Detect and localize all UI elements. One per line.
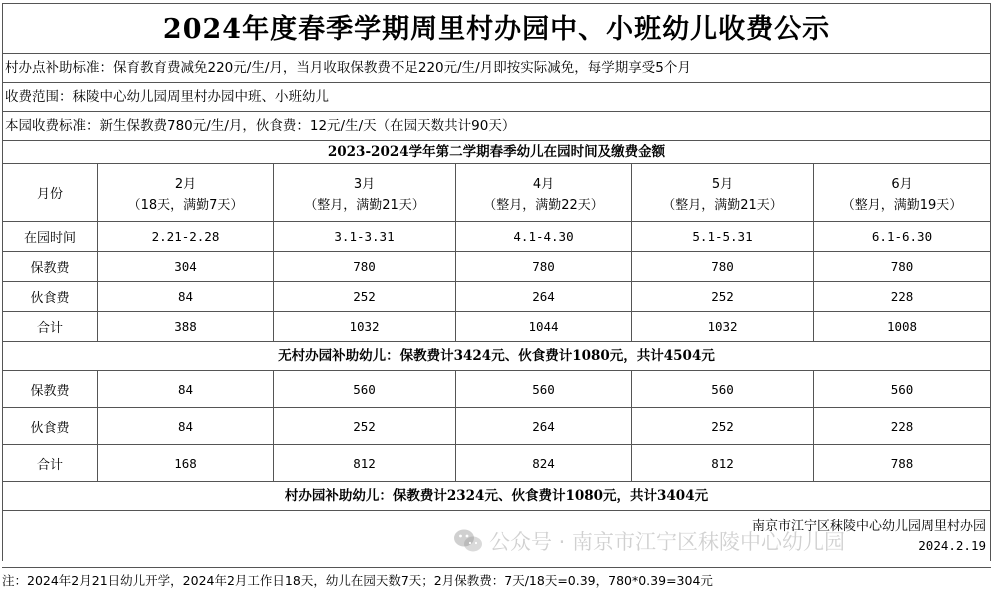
table-cell: 780 <box>632 252 814 281</box>
month-name: 4月 <box>532 176 555 192</box>
month-header-apr <box>456 164 632 221</box>
table-row <box>2 282 991 312</box>
table-cell: 1044 <box>456 312 632 341</box>
table-cell: 780 <box>274 252 456 281</box>
month-name: 5月 <box>711 176 734 192</box>
table-cell: 228 <box>890 418 914 434</box>
issue-date: 2024.2.19 <box>918 538 986 553</box>
table-cell: 228 <box>890 289 914 304</box>
table-cell: 1032 <box>632 312 814 341</box>
table-cell: 84 <box>98 282 274 311</box>
table-cell: 252 <box>274 408 456 444</box>
table-cell: 1008 <box>886 319 918 334</box>
table-cell: 388 <box>98 312 274 341</box>
table-cell: 2.21-2.28 <box>98 222 274 251</box>
month-label-cell <box>3 164 98 221</box>
table-cell: 252 <box>632 282 814 311</box>
footnote: 注：2024年2月21日幼儿开学，2024年2月工作日18天，幼儿在园天数7天；2月保教费：7天/18天=0.39，780*0.39=304元 <box>2 567 991 593</box>
table-cell: 264 <box>456 282 632 311</box>
table-cell: 84 <box>98 371 274 407</box>
wechat-icon <box>453 528 483 554</box>
month-header-feb <box>98 164 274 221</box>
table-cell: 824 <box>456 445 632 481</box>
table3-heading: 村办园补助幼儿：保教费计2324元、伙食费计1080元，共计3404元 <box>2 482 991 511</box>
table-cell: 780 <box>456 252 632 281</box>
table-row <box>2 252 991 282</box>
month-detail: （整月，满勤21天） <box>304 197 425 213</box>
table-cell: 560 <box>456 371 632 407</box>
month-detail: （整月，满勤19天） <box>841 197 963 213</box>
table-cell: 252 <box>274 282 456 311</box>
subsidy-standard-text: 村办点补助标准：保育教育费减免220元/生/月，当月收取保教费不足220元/生/月即按实际减免，每学期享受5个月 <box>2 54 991 83</box>
table-cell: 560 <box>890 381 914 397</box>
row-label: 在园时间 <box>3 222 98 251</box>
table-cell: 264 <box>456 408 632 444</box>
fee-notice-sheet <box>2 3 991 561</box>
table-cell: 252 <box>632 408 814 444</box>
watermark-text: 公众号 · 南京市江宁区秣陵中心幼儿园 <box>489 530 846 554</box>
month-name: 3月 <box>353 176 376 192</box>
charge-standard-text: 本园收费标准：新生保教费780元/生/月，伙食费：12元/生/天（在园天数共计90天） <box>2 112 991 141</box>
table-row <box>2 222 991 252</box>
month-detail: （整月，满勤22天） <box>483 197 604 213</box>
issuer-name: 南京市江宁区秣陵中心幼儿园周里村办园 <box>751 519 986 534</box>
month-detail: （18天，满勤7天） <box>127 197 244 213</box>
row-label: 合计 <box>3 312 98 341</box>
table-cell: 6.1-6.30 <box>871 229 933 244</box>
table-cell: 560 <box>274 371 456 407</box>
row-label: 伙食费 <box>3 408 98 444</box>
month-name: 6月 <box>891 176 913 192</box>
table-cell: 812 <box>274 445 456 481</box>
table-cell: 560 <box>632 371 814 407</box>
month-label: 月份 <box>36 187 63 202</box>
month-header-mar <box>274 164 456 221</box>
page-title: 2024年度春季学期周里村办园中、小班幼儿收费公示 <box>2 3 991 54</box>
table-cell: 168 <box>98 445 274 481</box>
table-row <box>2 371 991 408</box>
table-row <box>2 408 991 445</box>
table2-heading: 无村办园补助幼儿：保教费计3424元、伙食费计1080元，共计4504元 <box>2 342 991 371</box>
charge-scope-text: 收费范围：秣陵中心幼儿园周里村办园中班、小班幼儿 <box>2 83 991 112</box>
table-cell: 1032 <box>274 312 456 341</box>
table-cell: 304 <box>98 252 274 281</box>
table-cell: 780 <box>890 259 914 274</box>
table-cell: 812 <box>632 445 814 481</box>
table-row <box>2 312 991 342</box>
footer-area <box>2 511 991 561</box>
table1-heading: 2023-2024学年第二学期春季幼儿在园时间及缴费金额 <box>2 141 991 164</box>
table1-header-row <box>2 164 991 222</box>
month-detail: （整月，满勤21天） <box>662 197 783 213</box>
table-row <box>2 445 991 482</box>
row-label: 保教费 <box>3 371 98 407</box>
table-cell: 84 <box>98 408 274 444</box>
row-label: 保教费 <box>3 252 98 281</box>
table-cell: 3.1-3.31 <box>274 222 456 251</box>
month-header-jun <box>814 164 990 221</box>
row-label: 伙食费 <box>3 282 98 311</box>
table-cell: 5.1-5.31 <box>632 222 814 251</box>
table-cell: 788 <box>890 455 914 471</box>
row-label: 合计 <box>3 445 98 481</box>
month-header-may <box>632 164 814 221</box>
month-name: 2月 <box>174 176 197 192</box>
table-cell: 4.1-4.30 <box>456 222 632 251</box>
